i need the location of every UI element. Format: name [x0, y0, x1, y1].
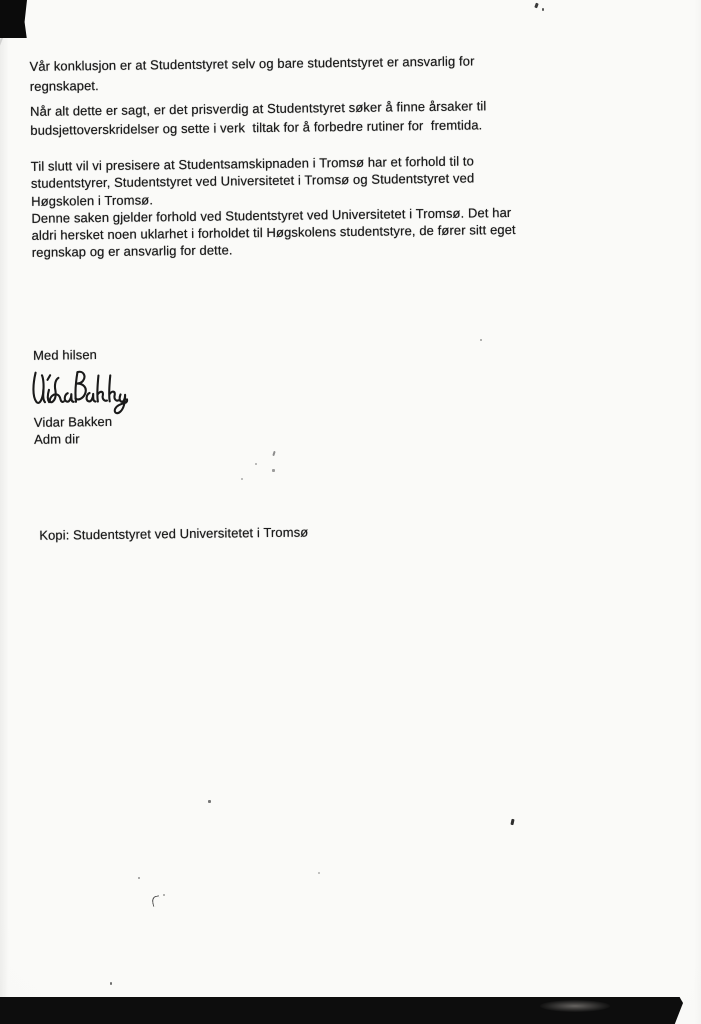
scan-speck: [542, 8, 544, 11]
paragraph-line: Høgskolen i Tromsø.: [31, 191, 154, 209]
paragraph-line: Til slutt vil vi presisere at Studentsamskipnaden i Tromsø har et forhold til to: [30, 153, 475, 174]
paragraph-clarification: [31, 152, 516, 262]
paragraph-line: Vår konklusjon er at Studentstyret selv og bare studentstyret er ansvarlig for: [29, 53, 475, 74]
scan-speck: [272, 469, 275, 472]
scan-speck: [480, 339, 482, 341]
scan-speck: [110, 982, 112, 985]
scan-speck: [138, 877, 140, 879]
signer-title: Adm dir: [33, 431, 80, 447]
signer-name: Vidar Bakken: [33, 413, 113, 430]
paragraph-line: budsjettoverskridelser og sette i verk tiltak for å forbedre rutiner for fremtida.: [30, 116, 483, 138]
closing-salutation: Med hilsen: [32, 347, 98, 363]
scan-speck: [208, 800, 211, 803]
paragraph-conclusion: [29, 51, 474, 96]
paragraph-line: regnskapet.: [29, 78, 99, 94]
scan-speck: [318, 872, 320, 874]
signature-handwriting-icon: [28, 365, 131, 418]
paragraph-line: regnskap og er ansvarlig for dette.: [31, 242, 233, 261]
scan-corner-artifact: [0, 0, 27, 38]
paragraph-praise: [30, 97, 487, 140]
scan-bar-smudge: [540, 1000, 610, 1012]
scan-speck: [163, 894, 165, 896]
paragraph-line: Denne saken gjelder forhold ved Studentstyret ved Universitetet i Tromsø. Det har: [31, 204, 512, 226]
scan-bottom-bar-artifact: [0, 997, 683, 1024]
paragraph-line: Når alt dette er sagt, er det prisverdig at Studentstyret søker å finne årsaker til: [29, 98, 487, 119]
copy-recipient-line: Kopi: Studentstyret ved Universitetet i Tromsø: [39, 524, 309, 543]
paragraph-line: aldri hersket noen uklarhet i forholdet til Høgskolens studentstyre, de fører sitt eget: [31, 222, 516, 244]
scan-speck: [241, 478, 243, 480]
paragraph-line: studentstyrer, Studentstyret ved Universitetet i Tromsø og Studentstyret ved: [30, 170, 475, 192]
scan-speck: [255, 463, 257, 465]
